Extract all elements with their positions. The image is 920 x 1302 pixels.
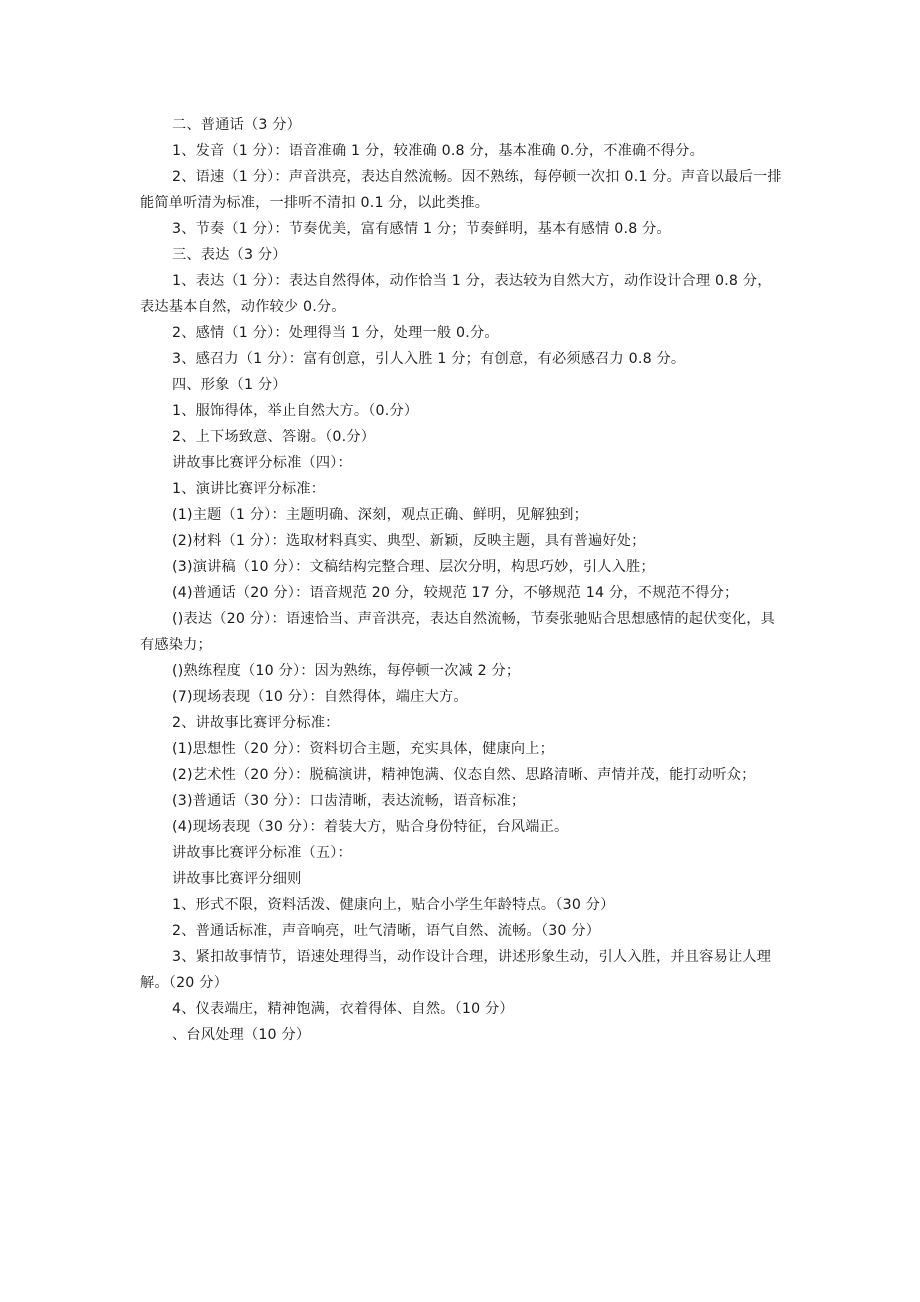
paragraph: 1、形式不限，资料活泼、健康向上，贴合小学生年龄特点。（30 分） xyxy=(172,897,615,913)
paragraph: 1、服饰得体，举止自然大方。（0.分） xyxy=(172,403,419,419)
paragraph: 2、讲故事比赛评分标准： xyxy=(172,715,340,731)
paragraph: 2、感情（1 分）：处理得当 1 分，处理一般 0.分。 xyxy=(172,325,499,341)
paragraph: 3、感召力（1 分）：富有创意，引人入胜 1 分；有创意，有必须感召力 0.8 分。 xyxy=(172,351,686,367)
paragraph: 2、语速（1 分）：声音洪亮，表达自然流畅。因不熟练，每停顿一次扣 0.1 分。声音以最后一排能简单听清为标准，一排听不清扣 0.1 分，以此类推。 xyxy=(140,169,782,211)
paragraph: (3)普通话（30 分）：口齿清晰，表达流畅，语音标准； xyxy=(172,793,526,809)
paragraph: (1)思想性（20 分）：资料切合主题，充实具体，健康向上； xyxy=(172,741,555,757)
paragraph: ()表达（20 分）：语速恰当、声音洪亮，表达自然流畅，节奏张驰贴合思想感情的起伏变化，具有感染力； xyxy=(140,611,776,653)
paragraph: ()熟练程度（10 分）：因为熟练，每停顿一次减 2 分； xyxy=(172,663,521,679)
paragraph: 1、表达（1 分）：表达自然得体，动作恰当 1 分，表达较为自然大方，动作设计合理 0.8 分，表达基本自然，动作较少 0.分。 xyxy=(140,273,772,315)
paragraph: 1、演讲比赛评分标准： xyxy=(172,481,326,497)
paragraph: 2、普通话标准，声音响亮，吐气清晰，语气自然、流畅。（30 分） xyxy=(172,923,601,939)
paragraph: 3、紧扣故事情节，语速处理得当，动作设计合理，讲述形象生动，引人入胜，并且容易让人理解。（20 分） xyxy=(140,949,772,991)
paragraph: 3、节奏（1 分）：节奏优美，富有感情 1 分；节奏鲜明，基本有感情 0.8 分。 xyxy=(172,221,671,237)
paragraph: 2、上下场致意、答谢。（0.分） xyxy=(172,429,376,445)
paragraph: (7)现场表现（10 分）：自然得体，端庄大方。 xyxy=(172,689,468,705)
paragraph: (2)材料（1 分）：选取材料真实、典型、新颖，反映主题，具有普遍好处； xyxy=(172,533,646,549)
paragraph: 讲故事比赛评分细则 xyxy=(172,871,302,887)
paragraph: (4)普通话（20 分）：语音规范 20 分，较规范 17 分，不够规范 14 分，不规范不得分； xyxy=(172,585,739,601)
section-heading-mandarin: 二、普通话（3 分） xyxy=(172,117,302,133)
paragraph: (1)主题（1 分）：主题明确、深刻，观点正确、鲜明，见解独到； xyxy=(172,507,588,523)
paragraph: (4)现场表现（30 分）：着装大方，贴合身份特征，台风端正。 xyxy=(172,819,569,835)
paragraph: 1、发音（1 分）：语音准确 1 分，较准确 0.8 分，基本准确 0.分，不准确不得分。 xyxy=(172,143,704,159)
section-heading-standard-4: 讲故事比赛评分标准（四）： xyxy=(172,455,352,471)
paragraph: (3)演讲稿（10 分）：文稿结构完整合理、层次分明，构思巧妙，引人入胜； xyxy=(172,559,655,575)
document-body xyxy=(140,112,782,1048)
paragraph: 4、仪表端庄，精神饱满，衣着得体、自然。（10 分） xyxy=(172,1001,514,1017)
section-heading-image: 四、形象（1 分） xyxy=(172,377,287,393)
paragraph: 、台风处理（10 分） xyxy=(172,1027,311,1043)
paragraph: (2)艺术性（20 分）：脱稿演讲，精神饱满、仪态自然、思路清晰、声情并茂，能打动听众； xyxy=(172,767,756,783)
section-heading-standard-5: 讲故事比赛评分标准（五）： xyxy=(172,845,352,861)
section-heading-expression: 三、表达（3 分） xyxy=(172,247,287,263)
